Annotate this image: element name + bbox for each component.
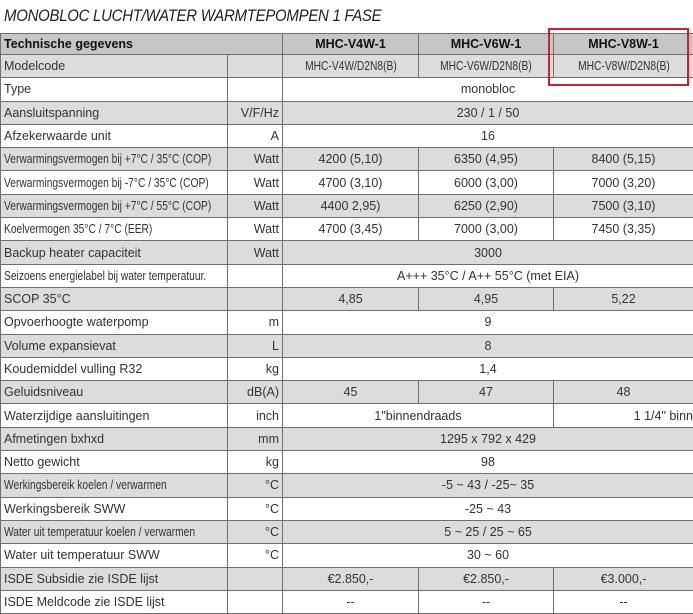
cell-value: 7450 (3,35) [554,218,693,241]
row-label: Werkingsbereik SWW [1,497,228,520]
cell-value: 4700 (3,45) [283,218,419,241]
cell-value: -- [419,590,554,613]
row-label [1,474,228,497]
row-label-text: Werkingsbereik koelen / verwarmen [4,478,167,492]
cell-text: MHC-V6W/D2N8(B) [440,59,532,73]
table-row [1,544,693,567]
cell-value: 1,4 [283,357,693,380]
cell-value: 5,22 [554,287,693,310]
table-row [1,218,693,241]
table-row [1,311,693,334]
row-unit [228,264,283,287]
table-row [1,381,693,404]
cell-value: 4,85 [283,287,419,310]
table-row [1,78,693,101]
row-label: Opvoerhoogte waterpomp [1,311,228,334]
cell-value: 98 [283,451,693,474]
row-label [1,148,228,171]
table-row [1,264,693,287]
table-row [1,287,693,310]
cell-value: 230 / 1 / 50 [283,101,693,124]
cell-value: A+++ 35°C / A++ 55°C (met EIA) [283,264,693,287]
row-label-text: Verwarmingsvermogen bij +7°C / 35°C (COP) [4,152,211,166]
table-row [1,241,693,264]
table-row [1,194,693,217]
table-row [1,101,693,124]
table-row [1,427,693,450]
cell-value: 48 [554,381,693,404]
row-unit: °C [228,497,283,520]
cell-value: €2.850,- [283,567,419,590]
row-unit [228,287,283,310]
cell-value: monobloc [283,78,693,101]
cell-value: 6350 (4,95) [419,148,554,171]
cell-value: -- [554,590,693,613]
cell-value: -25 ~ 43 [283,497,693,520]
cell-value: 4700 (3,10) [283,171,419,194]
table-row [1,171,693,194]
cell-text: MHC-V8W/D2N8(B) [578,59,670,73]
table-row [1,497,693,520]
row-label: Netto gewicht [1,451,228,474]
row-unit: kg [228,451,283,474]
cell-value: 7000 (3,20) [554,171,693,194]
row-unit: kg [228,357,283,380]
row-label-text: Seizoens energielabel bij water temperatuur. [4,269,206,283]
row-unit [228,55,283,78]
model-header: MHC-V8W-1 [554,34,693,55]
row-label [1,218,228,241]
row-unit: Watt [228,194,283,217]
cell-value: 30 ~ 60 [283,544,693,567]
cell-value: 4,95 [419,287,554,310]
table-row [1,590,693,613]
row-label-text: Koelvermogen 35°C / 7°C (EER) [4,222,152,236]
row-unit: inch [228,404,283,427]
cell-value: 8400 (5,15) [554,148,693,171]
row-label [1,171,228,194]
row-unit: Watt [228,218,283,241]
row-unit [228,567,283,590]
cell-value: 6000 (3,00) [419,171,554,194]
row-unit: V/F/Hz [228,101,283,124]
row-label: ISDE Meldcode zie ISDE lijst [1,590,228,613]
cell-value: 16 [283,124,693,147]
cell-value [283,55,419,78]
cell-value: 1 1/4" binn [554,404,693,427]
cell-value [554,55,693,78]
table-row [1,520,693,543]
cell-value: 45 [283,381,419,404]
row-unit [228,590,283,613]
table-row [1,55,693,78]
table-row [1,357,693,380]
cell-value: 4400 2,95) [283,194,419,217]
row-label [1,520,228,543]
cell-value: 4200 (5,10) [283,148,419,171]
table-row [1,148,693,171]
row-label: Volume expansievat [1,334,228,357]
row-label: Koudemiddel vulling R32 [1,357,228,380]
row-unit: dB(A) [228,381,283,404]
table-row [1,567,693,590]
cell-value: -- [283,590,419,613]
cell-value [419,55,554,78]
spec-table [0,33,693,614]
row-unit: Watt [228,148,283,171]
row-unit: °C [228,544,283,567]
row-label [1,194,228,217]
row-label: Afmetingen bxhxd [1,427,228,450]
model-header: MHC-V6W-1 [419,34,554,55]
row-label-text: Verwarmingsvermogen bij +7°C / 55°C (COP) [4,199,211,213]
row-label: Modelcode [1,55,228,78]
cell-value: €2.850,- [419,567,554,590]
cell-value: 3000 [283,241,693,264]
cell-value: 1"binnendraads [283,404,554,427]
row-label: Water uit temperatuur SWW [1,544,228,567]
header-label: Technische gegevens [1,34,283,55]
cell-value: 8 [283,334,693,357]
table-row [1,451,693,474]
header-row [1,34,693,55]
page-title: MONOBLOC LUCHT/WATER WARMTEPOMPEN 1 FASE [4,6,381,28]
row-label: Backup heater capaciteit [1,241,228,264]
row-label: SCOP 35°C [1,287,228,310]
row-label [1,264,228,287]
row-label: Type [1,78,228,101]
cell-value: €3.000,- [554,567,693,590]
row-label: Afzekerwaarde unit [1,124,228,147]
cell-value: 7500 (3,10) [554,194,693,217]
row-unit: °C [228,520,283,543]
row-unit: A [228,124,283,147]
row-unit: m [228,311,283,334]
cell-text: MHC-V4W/D2N8(B) [305,59,397,73]
row-unit: °C [228,474,283,497]
table-row [1,474,693,497]
row-label: Aansluitspanning [1,101,228,124]
cell-value: 1295 x 792 x 429 [283,427,693,450]
cell-value: -5 ~ 43 / -25~ 35 [283,474,693,497]
table-row [1,334,693,357]
row-label: Geluidsniveau [1,381,228,404]
cell-value: 47 [419,381,554,404]
row-unit: Watt [228,171,283,194]
row-label-text: Water uit temperatuur koelen / verwarmen [4,525,195,539]
row-unit: Watt [228,241,283,264]
row-unit: mm [228,427,283,450]
table-row [1,404,693,427]
row-label: ISDE Subsidie zie ISDE lijst [1,567,228,590]
table-row [1,124,693,147]
cell-value: 7000 (3,00) [419,218,554,241]
cell-value: 6250 (2,90) [419,194,554,217]
model-header: MHC-V4W-1 [283,34,419,55]
cell-value: 9 [283,311,693,334]
cell-value: 5 ~ 25 / 25 ~ 65 [283,520,693,543]
row-unit [228,78,283,101]
row-label: Waterzijdige aansluitingen [1,404,228,427]
row-unit: L [228,334,283,357]
row-label-text: Verwarmingsvermogen bij -7°C / 35°C (COP) [4,176,209,190]
